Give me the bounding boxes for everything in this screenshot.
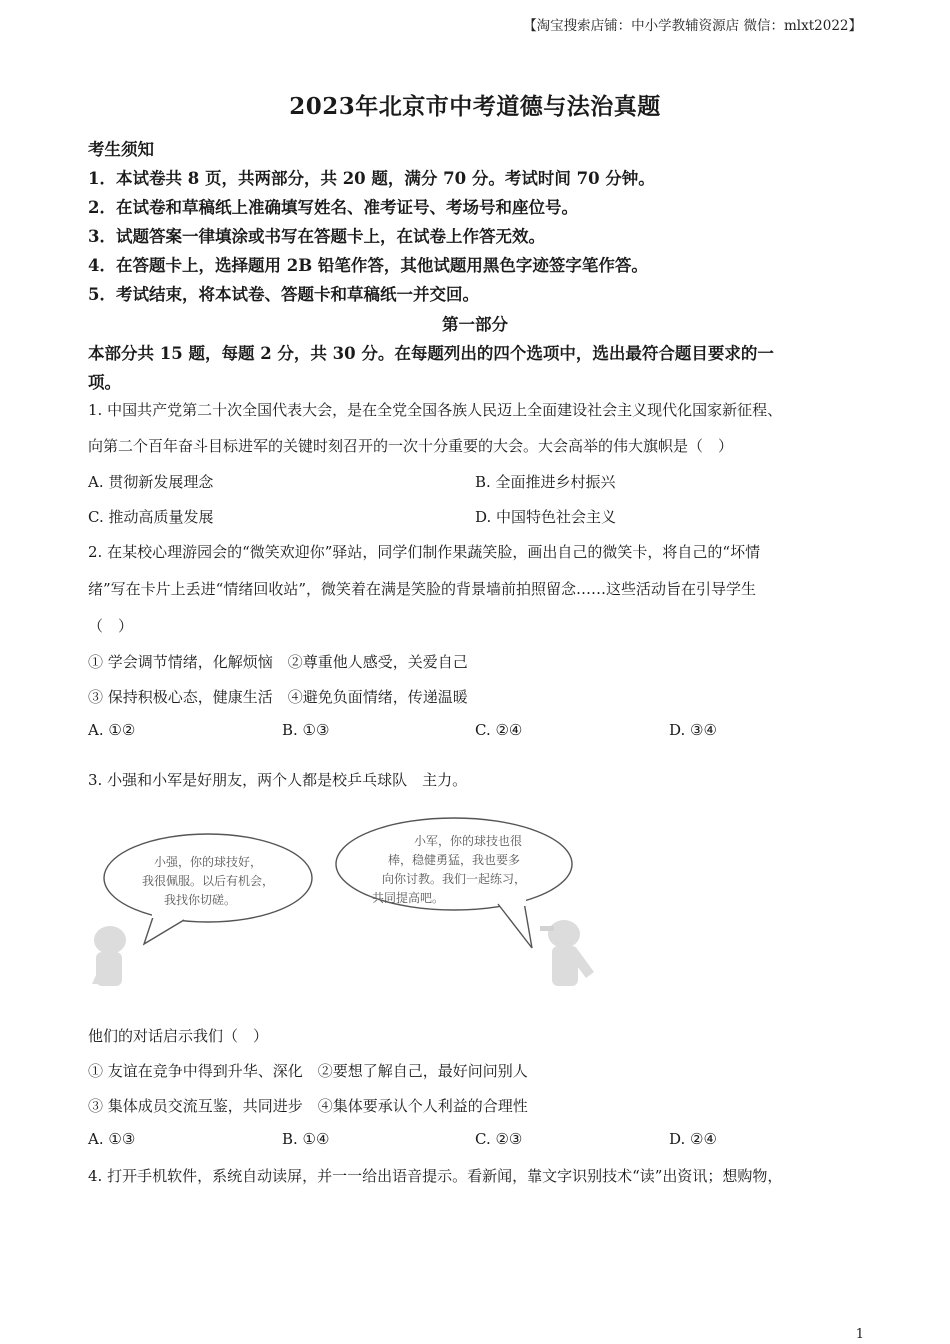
notice-item: 4．在答题卡上，选择题用 2B 铅笔作答，其他试题用黑色字迹签字笔作答。 [88, 256, 648, 275]
notice-item: 3．试题答案一律填涂或书写在答题卡上，在试卷上作答无效。 [88, 227, 545, 246]
q2-choices: ③ 保持积极心态，健康生活 ④避免负面情绪，传递温暖 [88, 688, 468, 706]
dialogue-illustration [88, 812, 608, 992]
part1-intro: 项。 [88, 373, 121, 392]
q3-option-b: B. ①④ [282, 1130, 330, 1148]
q1-option-c: C. 推动高质量发展 [88, 508, 214, 526]
notice-item: 1．本试卷共 8 页，共两部分，共 20 题，满分 70 分。考试时间 70 分钟。 [88, 169, 655, 188]
bubble-left-line: 我很佩服。以后有机会， [141, 874, 275, 888]
q3-option-d: D. ②④ [669, 1130, 717, 1148]
q2-stem: 2. 在某校心理游园会的“微笑欢迎你”驿站，同学们制作果蔬笑脸，画出自己的微笑卡，将自己的“坏情 [88, 543, 761, 561]
bubble-right-line: 共同提高吧。 [371, 891, 445, 905]
q1-stem: 1. 中国共产党第二十次全国代表大会，是在全党全国各族人民迈上全面建设社会主义现代化国家新征程、 [88, 401, 783, 419]
q1-option-d: D. 中国特色社会主义 [475, 508, 617, 526]
q1-option-a: A. 贯彻新发展理念 [88, 473, 214, 491]
bubble-right-line: 棒，稳健勇猛，我也要多 [387, 853, 521, 867]
q2-option-a: A. ①② [88, 721, 136, 739]
boy-left-figure [92, 926, 126, 986]
q2-option-d: D. ③④ [669, 721, 717, 739]
q2-option-c: C. ②④ [475, 721, 523, 739]
q4-stem: 4. 打开手机软件，系统自动读屏，并一一给出语音提示。看新闻，靠文字识别技术“读”出资讯；想购物， [88, 1167, 783, 1185]
notice-item: 5．考试结束，将本试卷、答题卡和草稿纸一并交回。 [88, 285, 479, 304]
speech-bubble-left [104, 834, 312, 944]
q3-stem: 3. 小强和小军是好朋友，两个人都是校乒乓球队 主力。 [88, 771, 468, 789]
bubble-left-line: 小强，你的球技好， [153, 855, 263, 869]
bubble-left-line: 我找你切磋。 [163, 893, 237, 907]
q3-choices: ③ 集体成员交流互鉴，共同进步 ④集体要承认个人利益的合理性 [88, 1097, 528, 1115]
q3-option-a: A. ①③ [88, 1130, 136, 1148]
q3-prompt: 他们的对话启示我们（ ） [88, 1027, 269, 1045]
q2-stem: （ ） [88, 617, 134, 635]
q3-choices: ① 友谊在竞争中得到升华、深化 ②要想了解自己，最好问问别人 [88, 1062, 528, 1080]
q2-option-b: B. ①③ [282, 721, 330, 739]
speech-bubble-right [336, 818, 572, 948]
notice-item: 2．在试卷和草稿纸上准确填写姓名、准考证号、考场号和座位号。 [88, 198, 578, 217]
q2-choices: ① 学会调节情绪，化解烦恼 ②尊重他人感受，关爱自己 [88, 653, 468, 671]
q3-option-c: C. ②③ [475, 1130, 523, 1148]
header-note: 【淘宝搜索店铺：中小学教辅资源店 微信：mlxt2022】 [523, 18, 862, 34]
part1-heading: 第一部分 [442, 315, 508, 334]
q1-stem: 向第二个百年奋斗目标进军的关键时刻召开的一次十分重要的大会。大会高举的伟大旗帜是（ ） [88, 437, 734, 455]
bubble-right-line: 向你讨教。我们一起练习， [381, 872, 527, 886]
exam-title: 2023年北京市中考道德与法治真题 [289, 93, 661, 120]
q1-option-b: B. 全面推进乡村振兴 [475, 473, 616, 491]
page-number: 1 [855, 1327, 864, 1342]
q2-stem: 绪”写在卡片上丢进“情绪回收站”，微笑着在满是笑脸的背景墙前拍照留念……这些活动旨在引导学生 [88, 580, 757, 598]
bubble-right-line: 小军，你的球技也很 [413, 834, 523, 848]
notice-heading: 考生须知 [88, 140, 154, 159]
boy-right-figure [540, 920, 594, 986]
part1-intro: 本部分共 15 题，每题 2 分，共 30 分。在每题列出的四个选项中，选出最符合题目要求的一 [88, 344, 774, 363]
